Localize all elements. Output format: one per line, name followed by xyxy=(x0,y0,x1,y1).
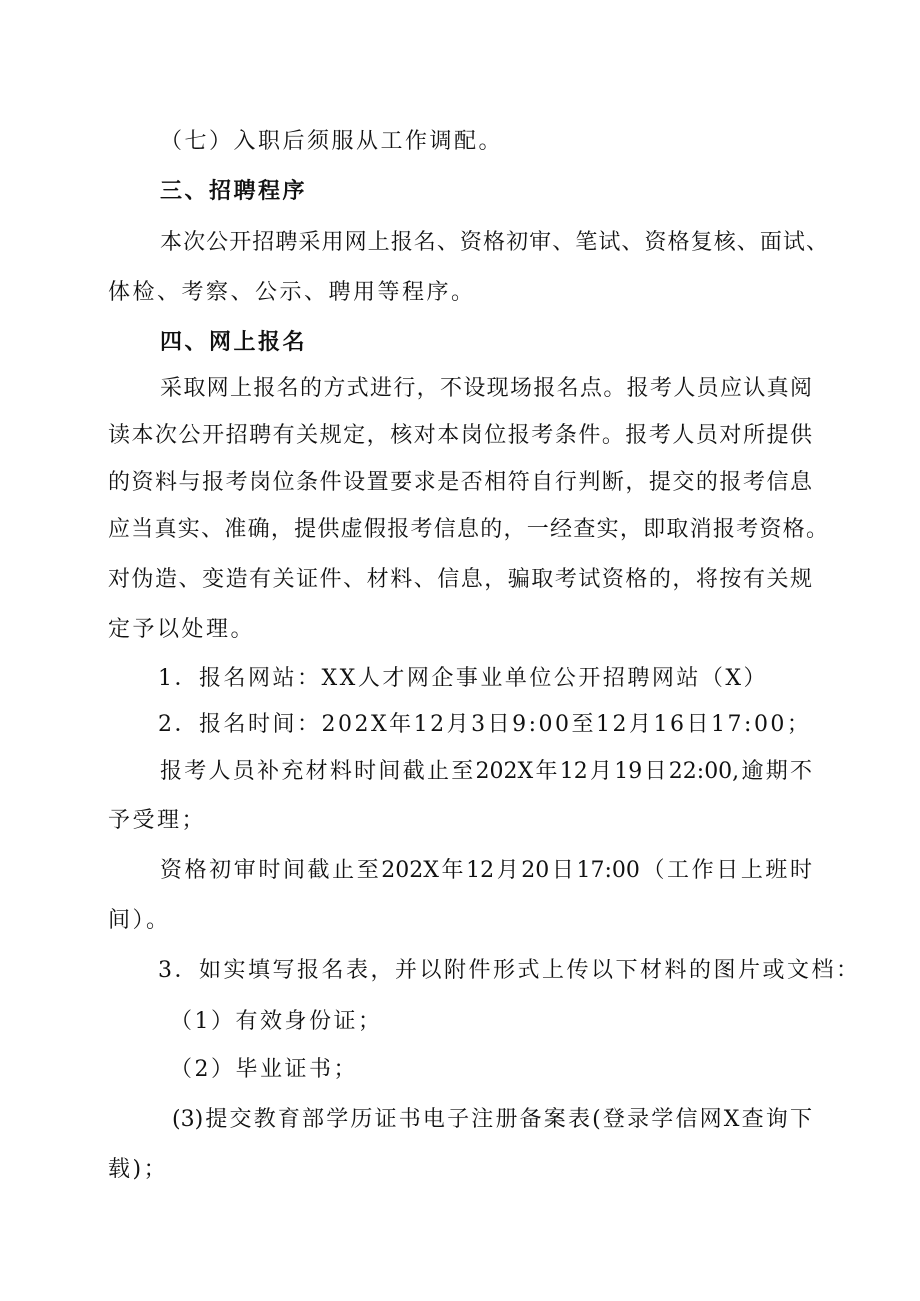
section4-paragraph-line: 采取网上报名的方式进行，不设现场报名点。报考人员应认真阅 xyxy=(160,376,812,401)
material-item-1: （1）有效身份证； xyxy=(170,1009,383,1034)
review-deadline-line: 资格初审时间截止至202X年12月20日17:00（工作日上班时 xyxy=(160,858,812,883)
supplement-deadline-line: 予受理； xyxy=(108,808,207,833)
review-deadline-line: 间）。 xyxy=(108,908,171,933)
section4-paragraph-line: 对伪造、变造有关证件、材料、信息，骗取考试资格的，将按有关规 xyxy=(108,567,812,592)
section4-paragraph-line: 的资料与报考岗位条件设置要求是否相符自行判断，提交的报考信息 xyxy=(108,470,812,495)
section3-paragraph-line: 体检、考察、公示、聘用等程序。 xyxy=(108,280,476,305)
section3-heading: 三、招聘程序 xyxy=(160,179,308,204)
material-item-2: （2）毕业证书； xyxy=(170,1057,358,1082)
section4-paragraph-line: 定予以处理。 xyxy=(108,617,256,642)
material-item-3-line: 载)； xyxy=(108,1157,169,1182)
section4-paragraph-line: 应当真实、准确，提供虚假报考信息的，一经查实，即取消报考资格。 xyxy=(108,517,828,542)
supplement-deadline-line: 报考人员补充材料时间截止至202X年12月19日22:00,逾期不 xyxy=(160,759,812,784)
item-1-website: 1．报名网站：XX人才网企事业单位公开招聘网站（X） xyxy=(158,666,768,691)
item-3-materials: 3．如实填写报名表，并以附件形式上传以下材料的图片或文档： xyxy=(158,958,861,983)
section3-paragraph-line: 本次公开招聘采用网上报名、资格初审、笔试、资格复核、面试、 xyxy=(160,230,828,255)
section4-paragraph-line: 读本次公开招聘有关规定，核对本岗位报考条件。报考人员对所提供 xyxy=(108,423,812,448)
material-item-3-line: (3)提交教育部学历证书电子注册备案表(登录学信网X查询下 xyxy=(172,1107,812,1132)
item-2-registration-time: 2．报名时间：202X年12月3日9:00至12月16日17:00； xyxy=(158,712,812,737)
section4-heading: 四、网上报名 xyxy=(160,330,308,355)
section3-item7: （七）入职后须服从工作调配。 xyxy=(160,129,504,154)
